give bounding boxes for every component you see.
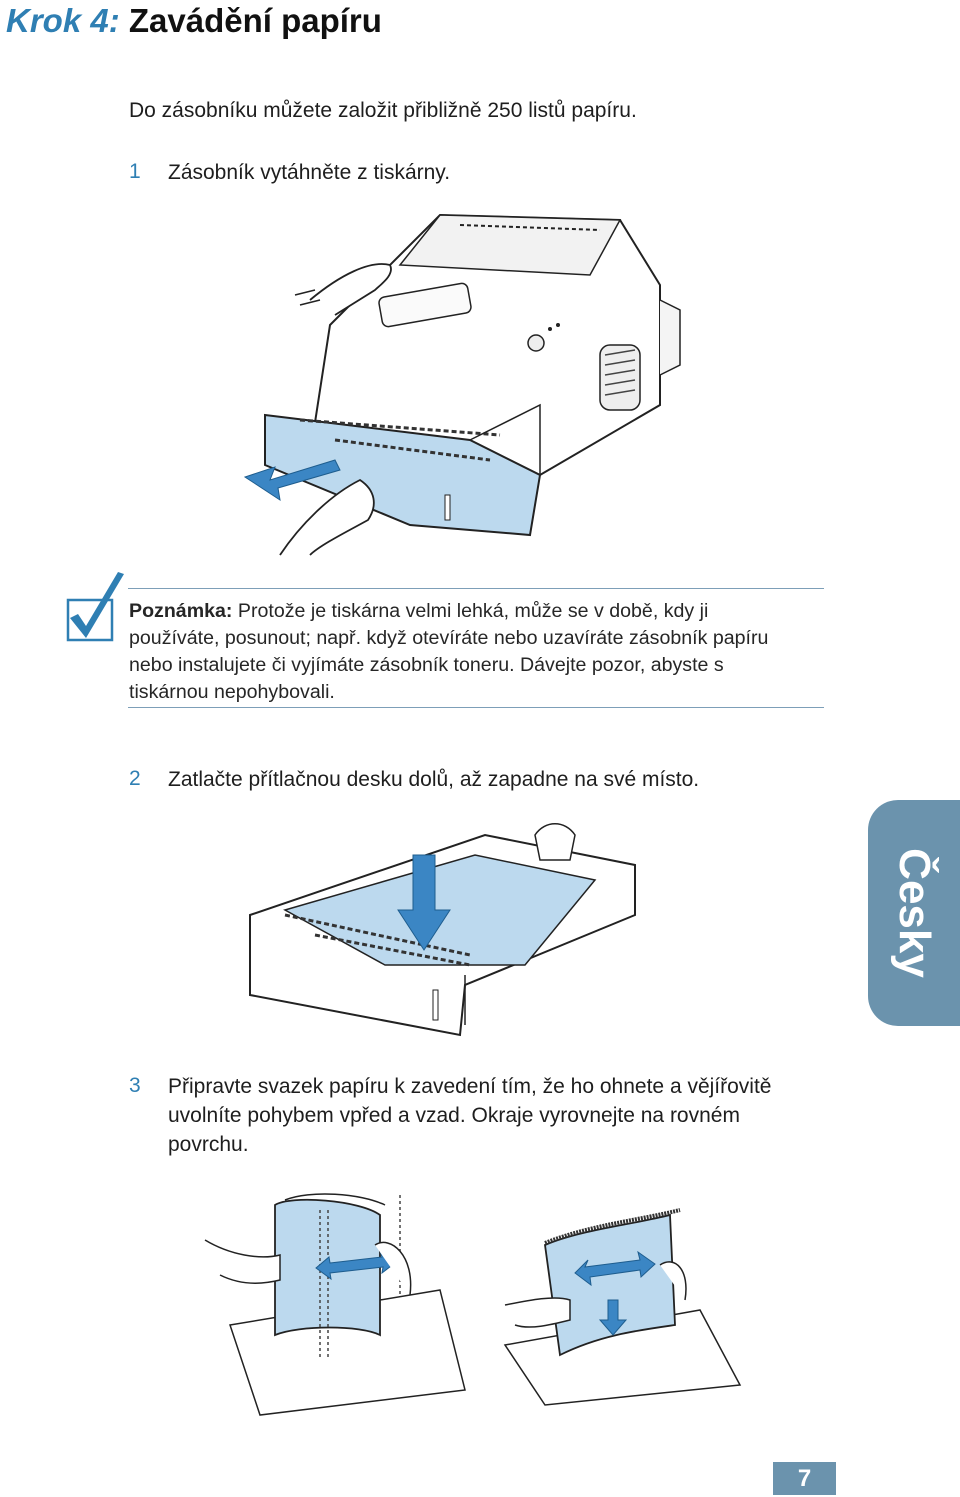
tray-plate-illustration	[245, 815, 640, 1040]
checkmark-icon	[62, 570, 128, 650]
note-bottom-rule	[128, 707, 824, 708]
step-2-text: Zatlačte přítlačnou desku dolů, až zapadne na své místo.	[168, 768, 700, 791]
note-top-rule	[128, 588, 824, 589]
printer-tray-illustration	[240, 205, 690, 555]
page-title	[6, 2, 382, 40]
note-line-3: nebo instalujete či vyjímáte zásobník toneru. Dávejte pozor, abyste s	[129, 654, 724, 676]
note-label: Poznámka:	[129, 600, 233, 622]
language-tab-label: Česky	[890, 848, 939, 978]
intro-text: Do zásobníku můžete založit přibližně 250 listů papíru.	[129, 99, 637, 122]
step-3-line-1: Připravte svazek papíru k zavedení tím, že ho ohnete a vějířovitě	[168, 1075, 772, 1098]
step-2-number: 2	[129, 767, 141, 790]
page-number: 7	[773, 1462, 836, 1495]
paper-flex-illustration	[200, 1185, 470, 1415]
note-line-1	[129, 598, 829, 625]
step-3-line-2: uvolníte pohybem vpřed a vzad. Okraje vyrovnejte na rovném	[168, 1104, 740, 1127]
step-3-number: 3	[129, 1074, 141, 1097]
title-text: Zavádění papíru	[128, 2, 382, 39]
step-3-text	[168, 1072, 848, 1159]
paper-fan-illustration	[500, 1205, 750, 1405]
note-line-4: tiskárnou nepohybovali.	[129, 681, 335, 703]
note-line-1-text: Protože je tiskárna velmi lehká, může se v době, kdy ji	[232, 600, 709, 622]
step-1-number: 1	[129, 160, 141, 183]
note-text	[129, 598, 829, 706]
step-1-text: Zásobník vytáhněte z tiskárny.	[168, 161, 451, 184]
step-3-line-3: povrchu.	[168, 1133, 249, 1156]
step-label: Krok 4:	[6, 2, 120, 39]
language-tab	[868, 800, 960, 1026]
note-line-2: používáte, posunout; např. když otevíráte nebo uzavíráte zásobník papíru	[129, 627, 769, 649]
